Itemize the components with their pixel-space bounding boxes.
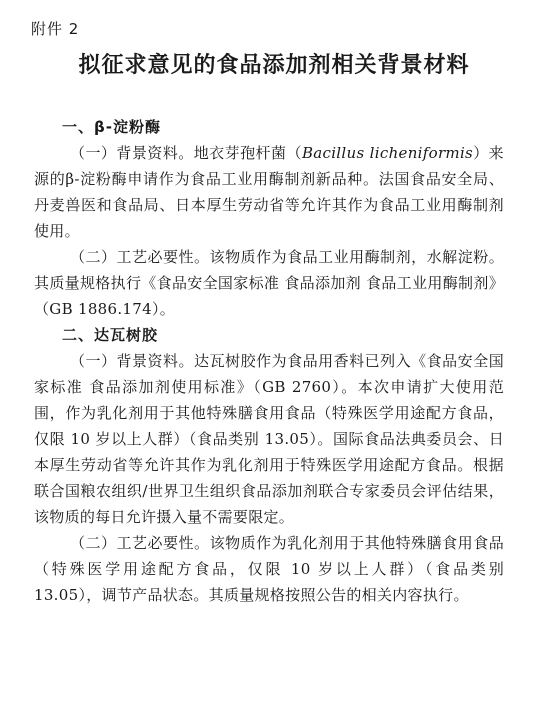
section-heading-dawa-gum: 二、达瓦树胶 [62, 326, 159, 344]
paragraph-background-beta-amylase [34, 140, 504, 244]
attachment-label: 附件 2 [31, 20, 80, 38]
latin-species-name: Bacillus licheniformis [301, 144, 474, 162]
paragraph-text: ）来源的β-淀粉酶申请作为食品工业用酶制剂新品种。法国食品安全局、丹麦兽医和食品局、日本厚生劳动省等允许其作为食品工业用酶制剂使用。 [34, 144, 504, 240]
paragraph-necessity-beta-amylase: （二）工艺必要性。该物质作为食品工业用酶制剂，水解淀粉。其质量规格执行《食品安全国家标准 食品添加剂 食品工业用酶制剂》（GB 1886.174）。 [34, 248, 504, 318]
section-heading-beta-amylase: 一、β-淀粉酶 [62, 118, 161, 136]
paragraph-necessity-dawa-gum: （二）工艺必要性。该物质作为乳化剂用于其他特殊膳食用食品（特殊医学用途配方食品，仅限 10 岁以上人群）（食品类别 13.05），调节产品状态。其质量规格按照公告的相关内容执行。 [34, 534, 504, 604]
document-body [34, 114, 504, 608]
paragraph-background-dawa-gum: （一）背景资料。达瓦树胶作为食品用香料已列入《食品安全国家标准 食品添加剂使用标准》（GB 2760）。本次申请扩大使用范围，作为乳化剂用于其他特殊膳食用食品（特殊医学用途配方食品，仅限 10 岁以上人群）（食品类别 13.05）。国际食品法典委员会、日本厚生劳动省等允许其作为乳化剂用于特殊医学用途配方食品。根据联合国粮农组织/世界卫生组织食品添加剂联合专家委员会评估结果，该物质的每日允许摄入量不需要限定。 [34, 352, 504, 526]
document-title: 拟征求意见的食品添加剂相关背景材料 [78, 53, 470, 78]
paragraph-text: （一）背景资料。地衣芽孢杆菌（ [70, 144, 302, 162]
